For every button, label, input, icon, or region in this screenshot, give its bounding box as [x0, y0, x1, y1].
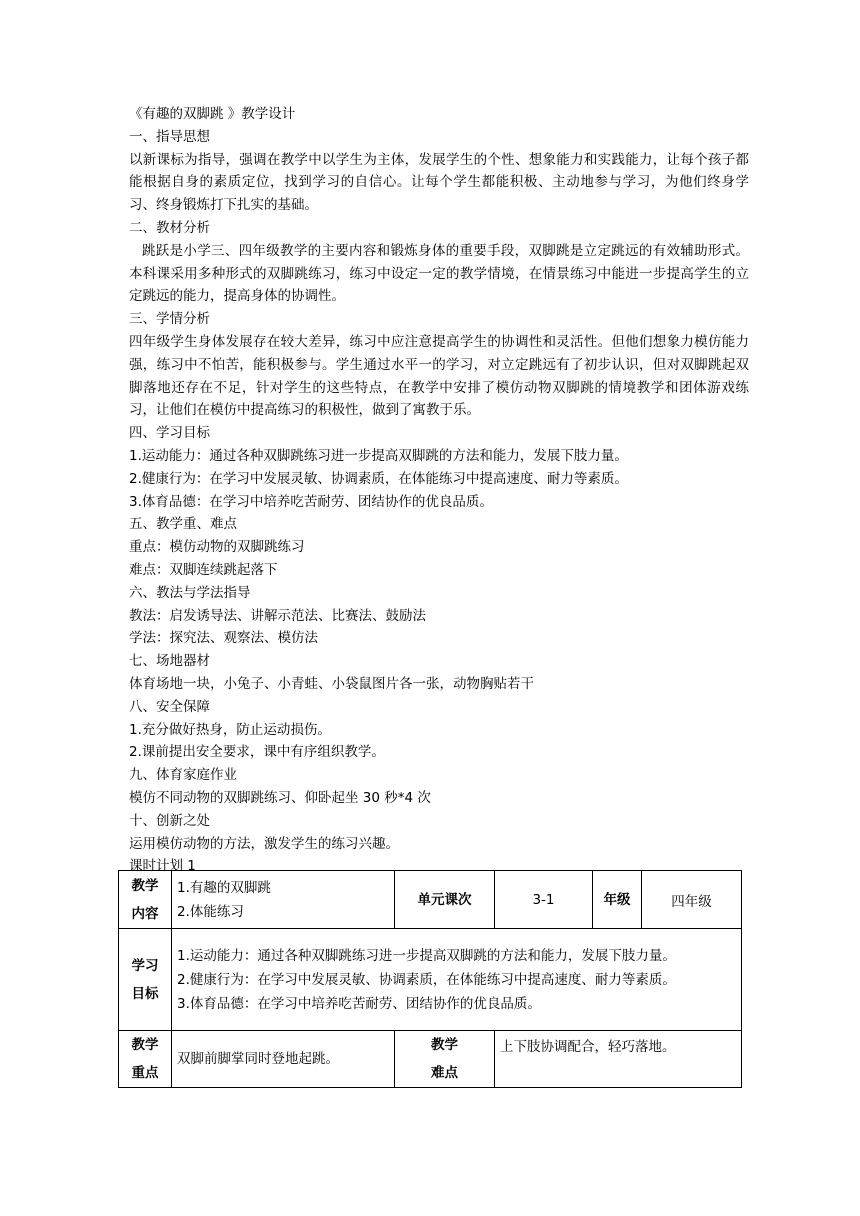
content-item: 2.体能练习 [177, 903, 244, 920]
section-line: 教法：启发诱导法、讲解示范法、比赛法、鼓励法 [129, 607, 426, 624]
section-heading: 七、场地器材 [129, 653, 210, 670]
objective-item: 2.健康行为：在学习中发展灵敏、协调素质，在体能练习中提高速度、耐力等素质。 [177, 971, 676, 988]
section-heading: 十、创新之处 [129, 812, 210, 829]
section-line: 难点：双脚连续跳起落下 [129, 561, 278, 578]
section-line: 重点：模仿动物的双脚跳练习 [129, 539, 305, 556]
section-heading: 六、教法与学法指导 [129, 584, 251, 601]
section-heading: 一、指导思想 [129, 128, 210, 145]
document-title: 《有趣的双脚跳 》教学设计 [129, 106, 296, 122]
objective-item: 3.体育品德：在学习中培养吃苦耐劳、团结协作的优良品质。 [177, 995, 541, 1012]
key-point-label [119, 1031, 172, 1088]
plan-title: 课时计划 1 [129, 858, 196, 875]
section-heading: 五、教学重、难点 [129, 516, 237, 533]
section-line: 1.运动能力：通过各种双脚跳练习进一步提高双脚跳的方法和能力，发展下肢力量。 [129, 447, 628, 464]
section-paragraph: 以新课标为指导，强调在教学中以学生为主体，发展学生的个性、想象能力和实践能力，让每个孩子都能根据自身的素质定位，找到学习的自信心。让每个学生都能积极、主动地参与学习，为他们终身学习、终身锻炼打下扎实的基础。 [129, 151, 749, 214]
table-row [119, 929, 742, 1031]
grade-label: 年级 [593, 871, 642, 929]
section-line: 3.体育品德：在学习中培养吃苦耐劳、团结协作的优良品质。 [129, 493, 493, 510]
objectives-label-text: 学习 目标 [131, 957, 159, 1002]
content-item: 1.有趣的双脚跳 [177, 879, 271, 896]
content-label-text: 教学 内容 [131, 877, 159, 922]
document-body [129, 103, 749, 878]
objectives-label [119, 929, 172, 1031]
difficulty-value: 上下肢协调配合，轻巧落地。 [495, 1031, 742, 1088]
section-heading: 九、体育家庭作业 [129, 767, 237, 784]
table-row [119, 1031, 742, 1088]
section-heading: 三、学情分析 [129, 311, 210, 328]
key-point-label-text: 教学 重点 [131, 1037, 159, 1081]
difficulty-label [395, 1031, 495, 1088]
section-line: 模仿不同动物的双脚跳练习、仰卧起坐 30 秒*4 次 [129, 789, 431, 806]
section-line: 2.课前提出安全要求，课中有序组织教学。 [129, 744, 385, 761]
difficulty-label-text: 教学 难点 [431, 1037, 458, 1081]
section-paragraph: 四年级学生身体发展存在较大差异，练习中应注意提高学生的协调性和灵活性。但他们想象力模仿能力强，练习中不怕苦，能积极参与。学生通过水平一的学习，对立定跳远有了初步认识，但对双脚跳起双脚落地还存在不足，针对学生的这些特点，在教学中安排了模仿动物双脚跳的情境教学和团体游戏练习，让他们在模仿中提高练习的积极性，做到了寓教于乐。 [129, 333, 749, 419]
key-point-value: 双脚前脚掌同时登地起跳。 [172, 1031, 395, 1088]
lesson-plan-table [118, 870, 742, 1088]
grade-value: 四年级 [642, 871, 742, 929]
section-paragraph: 跳跃是小学三、四年级教学的主要内容和锻炼身体的重要手段，双脚跳是立定跳远的有效辅助形式。本科课采用多种形式的双脚跳练习，练习中设定一定的教学情境，在情景练习中能进一步提高学生的立定跳远的能力，提高身体的协调性。 [129, 242, 749, 305]
section-heading: 八、安全保障 [129, 698, 210, 715]
unit-label: 单元课次 [395, 871, 495, 929]
section-line: 运用模仿动物的方法，激发学生的练习兴趣。 [129, 835, 399, 852]
table-row [119, 871, 742, 929]
section-line: 2.健康行为：在学习中发展灵敏、协调素质，在体能练习中提高速度、耐力等素质。 [129, 470, 628, 487]
section-line: 体育场地一块，小兔子、小青蛙、小袋鼠图片各一张，动物胸贴若干 [129, 675, 534, 692]
unit-value: 3-1 [495, 871, 593, 929]
content-label [119, 871, 172, 929]
section-heading: 四、学习目标 [129, 425, 210, 442]
objective-item: 1.运动能力：通过各种双脚跳练习进一步提高双脚跳的方法和能力，发展下肢力量。 [177, 947, 676, 964]
section-line: 学法：探究法、观察法、模仿法 [129, 630, 318, 647]
content-cell [172, 871, 395, 929]
section-line: 1.充分做好热身，防止运动损伤。 [129, 721, 331, 738]
section-heading: 二、教材分析 [129, 219, 210, 236]
objectives-cell [172, 929, 742, 1031]
